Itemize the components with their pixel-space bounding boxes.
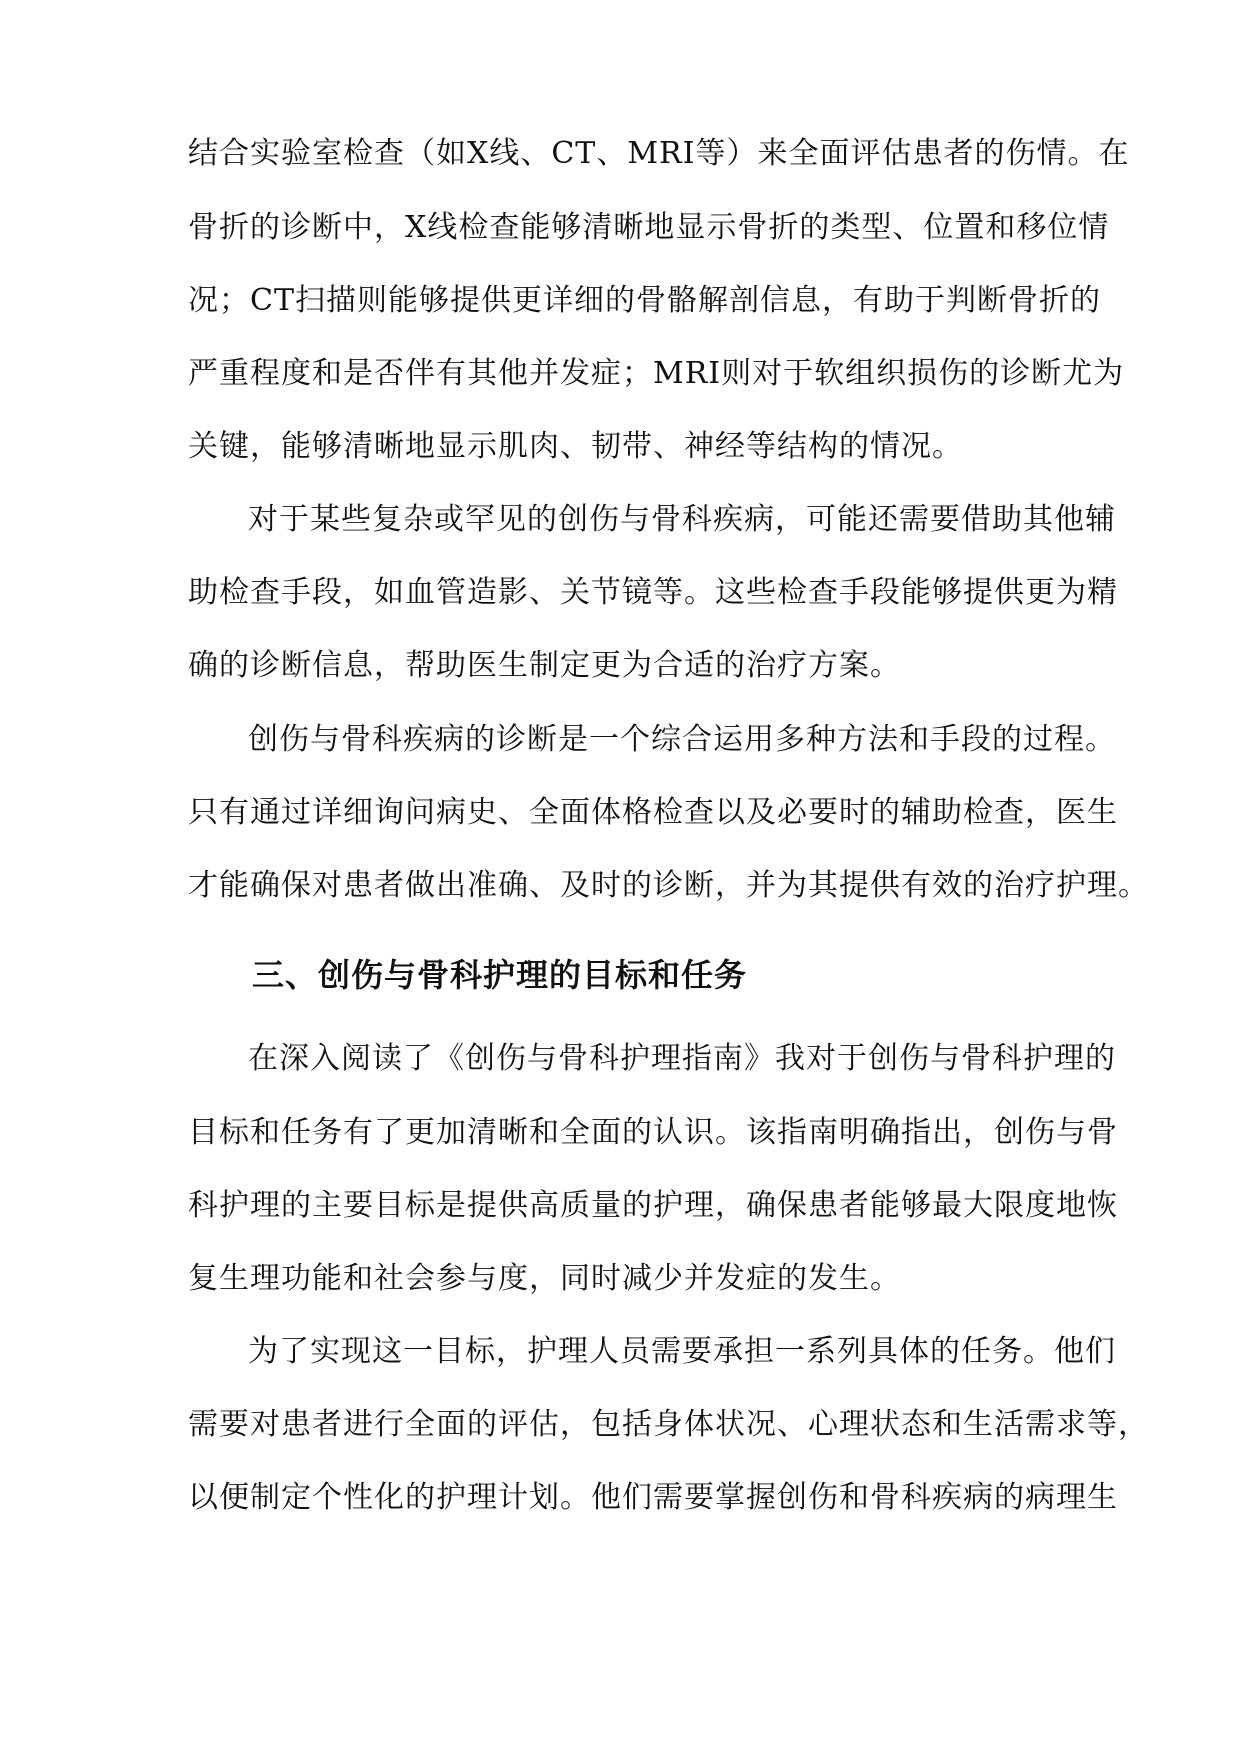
paragraph-line: 况；CT扫描则能够提供更详细的骨骼解剖信息，有助于判断骨折的	[188, 283, 1101, 318]
paragraph-line: 需要对患者进行全面的评估，包括身体状况、心理状态和生活需求等，	[188, 1407, 1149, 1442]
paragraph-line: 助检查手段，如血管造影、关节镜等。这些检查手段能够提供更为精	[188, 575, 1118, 610]
paragraph-line: 只有通过详细询问病史、全面体格检查以及必要时的辅助检查，医生	[188, 795, 1118, 830]
paragraph-line: 在深入阅读了《创伤与骨科护理指南》我对于创伤与骨科护理的	[248, 1041, 1116, 1076]
paragraph-line: 以便制定个性化的护理计划。他们需要掌握创伤和骨科疾病的病理生	[188, 1480, 1118, 1515]
paragraph-line: 复生理功能和社会参与度，同时减少并发症的发生。	[188, 1261, 901, 1296]
paragraph-line: 目标和任务有了更加清晰和全面的认识。该指南明确指出，创伤与骨	[188, 1115, 1118, 1150]
section-heading: 三、创伤与骨科护理的目标和任务	[252, 956, 748, 994]
paragraph-line: 科护理的主要目标是提供高质量的护理，确保患者能够最大限度地恢	[188, 1188, 1118, 1223]
paragraph-line: 确的诊断信息，帮助医生制定更为合适的治疗方案。	[188, 648, 901, 683]
paragraph-line: 才能确保对患者做出准确、及时的诊断，并为其提供有效的治疗护理。	[188, 868, 1149, 903]
paragraph-line: 为了实现这一目标，护理人员需要承担一系列具体的任务。他们	[248, 1334, 1116, 1369]
paragraph-line: 严重程度和是否伴有其他并发症；MRI则对于软组织损伤的诊断尤为	[188, 356, 1125, 391]
paragraph-line: 对于某些复杂或罕见的创伤与骨科疾病，可能还需要借助其他辅	[248, 502, 1116, 537]
paragraph-line: 骨折的诊断中，X线检查能够清晰地显示骨折的类型、位置和移位情	[188, 210, 1110, 245]
paragraph-line: 创伤与骨科疾病的诊断是一个综合运用多种方法和手段的过程。	[248, 722, 1116, 757]
paragraph-line: 结合实验室检查（如X线、CT、MRI等）来全面评估患者的伤情。在	[188, 136, 1130, 171]
paragraph-line: 关键，能够清晰地显示肌肉、韧带、神经等结构的情况。	[188, 429, 963, 464]
